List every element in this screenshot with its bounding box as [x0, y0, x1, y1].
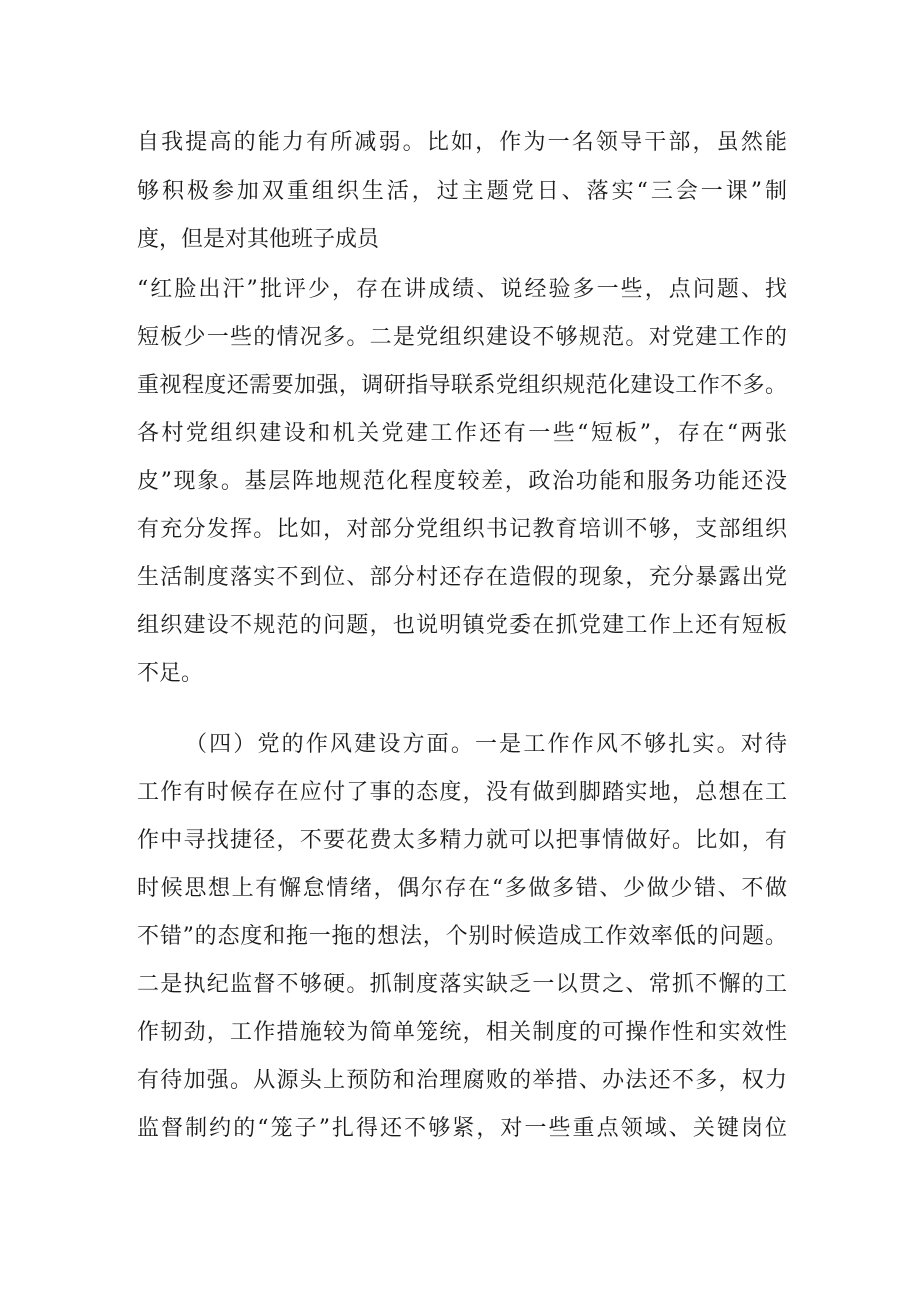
text-line: 有待加强。从源头上预防和治理腐败的举措、办法还不多，权力 — [137, 1068, 787, 1093]
text-line: “红脸出汗”批评少，存在讲成绩、说经验多一些，点问题、找 — [137, 277, 787, 302]
text-line: 时候思想上有懈怠情绪，偶尔存在“多做多错、少做少错、不做 — [137, 876, 787, 901]
text-line: 够积极参加双重组织生活，过主题党日、落实“三会一课”制 — [137, 179, 787, 204]
text-line: 度，但是对其他班子成员 — [137, 227, 380, 252]
text-line: 作中寻找捷径，不要花费太多精力就可以把事情做好。比如，有 — [137, 828, 787, 853]
text-line: 二是执纪监督不够硬。抓制度落实缺乏一以贯之、常抓不懈的工 — [137, 972, 787, 997]
text-line: 有充分发挥。比如，对部分党组织书记教育培训不够，支部组织 — [137, 517, 787, 542]
text-line: 重视程度还需要加强，调研指导联系党组织规范化建设工作不多。 — [137, 373, 787, 398]
text-line: 各村党组织建设和机关党建工作还有一些“短板”，存在“两张 — [137, 421, 787, 446]
text-line: 皮”现象。基层阵地规范化程度较差，政治功能和服务功能还没 — [137, 469, 787, 494]
text-line: 短板少一些的情况多。二是党组织建设不够规范。对党建工作的 — [137, 325, 787, 350]
text-line: 生活制度落实不到位、部分村还存在造假的现象，充分暴露出党 — [137, 565, 787, 590]
text-line: 不错”的态度和拖一拖的想法，个别时候造成工作效率低的问题。 — [137, 924, 787, 949]
text-line: 不足。 — [137, 661, 204, 686]
text-line: 组织建设不规范的问题，也说明镇党委在抓党建工作上还有短板 — [137, 613, 787, 638]
text-line: 作韧劲，工作措施较为简单笼统，相关制度的可操作性和实效性 — [137, 1020, 787, 1045]
text-line: 监督制约的“笼子”扎得还不够紧，对一些重点领域、关键岗位 — [137, 1116, 787, 1141]
section-heading-line: （四）党的作风建设方面。一是工作作风不够扎实。对待 — [185, 732, 787, 757]
text-line: 工作有时候存在应付了事的态度，没有做到脚踏实地，总想在工 — [137, 780, 787, 805]
text-line: 自我提高的能力有所减弱。比如，作为一名领导干部，虽然能 — [137, 130, 787, 155]
